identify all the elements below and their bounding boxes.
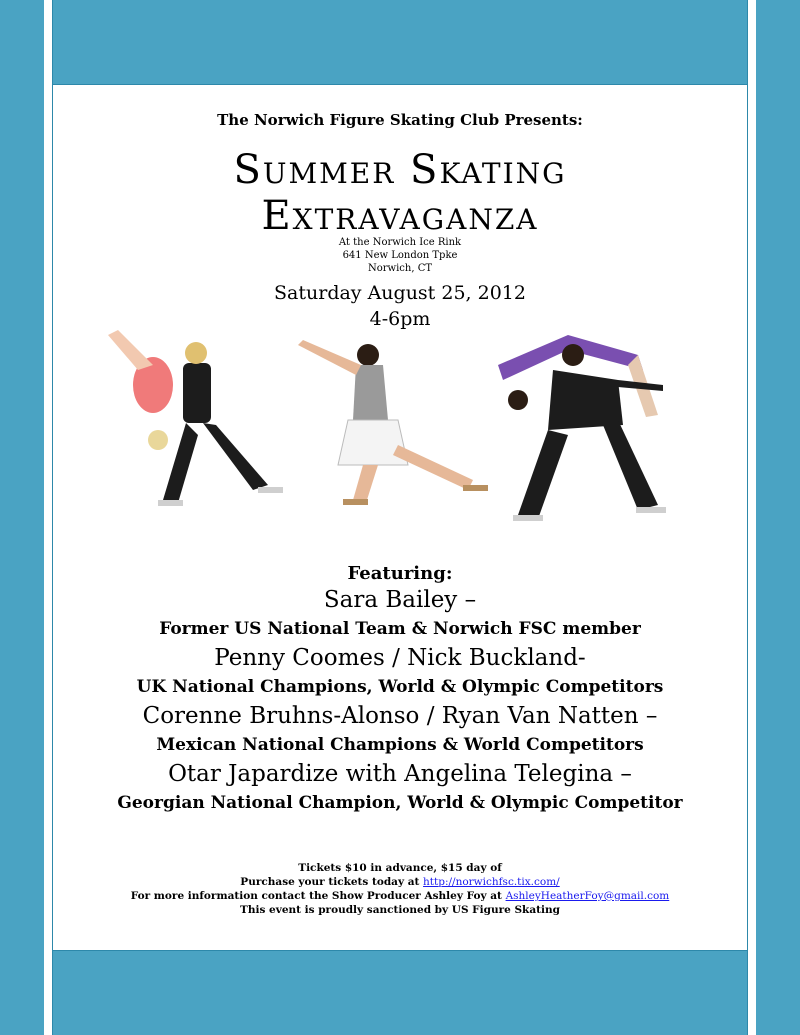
title-line-1: Summer Skating	[233, 147, 567, 193]
performer-name: Sara Bailey –	[323, 587, 477, 613]
performer-list	[53, 585, 747, 817]
venue-block	[53, 236, 747, 275]
skater-pair-right	[498, 335, 666, 521]
performer-description: Georgian National Champion, World & Olympic Competitor	[117, 793, 683, 813]
sanction-line: This event is proudly sanctioned by US Figure Skating	[240, 904, 560, 916]
footer-info	[53, 861, 747, 917]
left-border-gap	[44, 0, 52, 1035]
purchase-line	[53, 875, 747, 889]
bottom-border-band	[0, 950, 800, 1035]
event-date: Saturday August 25, 2012	[274, 282, 526, 304]
venue-name: At the Norwich Ice Rink	[338, 237, 462, 248]
left-border-band	[0, 84, 44, 950]
event-time: 4-6pm	[369, 308, 431, 330]
title-line-2: Extravaganza	[261, 193, 539, 239]
right-edge-line	[747, 0, 748, 1035]
performer-name: Penny Coomes / Nick Buckland-	[214, 645, 586, 671]
event-title	[53, 147, 747, 239]
bottom-edge-line	[52, 950, 748, 951]
performer-description: Mexican National Champions & World Competitors	[156, 735, 644, 755]
performer-description: UK National Champions, World & Olympic Competitors	[136, 677, 664, 697]
contact-text: For more information contact the Show Producer Ashley Foy at	[130, 890, 506, 902]
ticket-prices: Tickets $10 in advance, $15 day of	[298, 862, 502, 874]
ticket-link[interactable]: http://norwichfsc.tix.com/	[423, 876, 560, 888]
presenter-line: The Norwich Figure Skating Club Presents:	[217, 111, 583, 129]
featuring-label: Featuring:	[347, 563, 453, 584]
skater-single-center	[298, 340, 488, 505]
right-border-band	[756, 84, 800, 950]
skaters-photo	[98, 325, 668, 545]
contact-email-link[interactable]: AshleyHeatherFoy@gmail.com	[505, 890, 670, 902]
performer-description: Former US National Team & Norwich FSC member	[159, 619, 641, 639]
venue-street: 641 New London Tpke	[342, 250, 458, 261]
purchase-text: Purchase your tickets today at	[240, 876, 424, 888]
performer-name: Corenne Bruhns-Alonso / Ryan Van Natten –	[142, 703, 658, 729]
venue-city: Norwich, CT	[367, 263, 433, 274]
performer-name: Otar Japardize with Angelina Telegina –	[168, 761, 632, 787]
top-border-band	[0, 0, 800, 84]
skater-pair-left	[108, 330, 283, 506]
flyer-content	[53, 85, 747, 950]
right-border-gap	[748, 0, 756, 1035]
contact-line	[53, 889, 747, 903]
